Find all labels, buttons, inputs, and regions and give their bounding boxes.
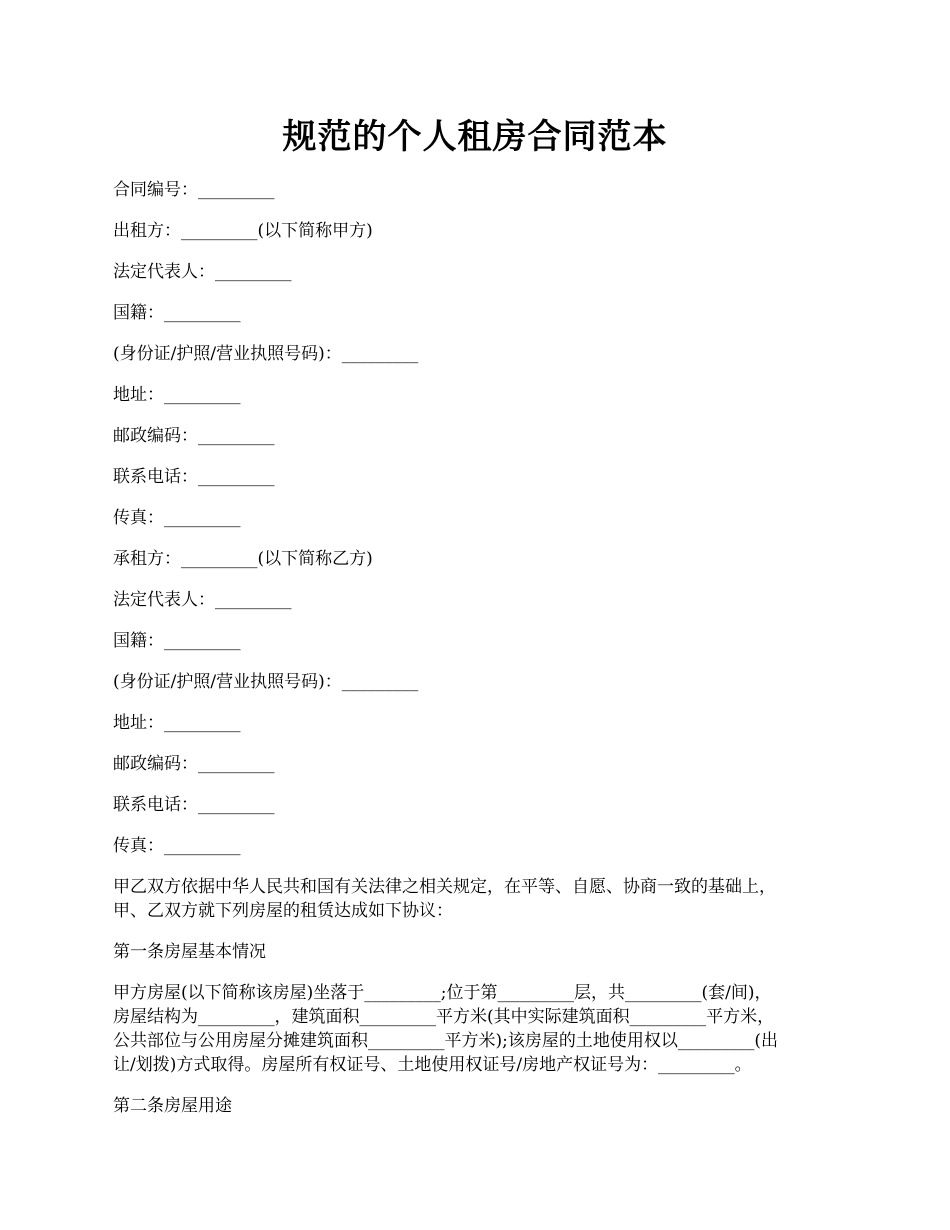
field-lessor-phone: 联系电话：_________ <box>113 467 275 487</box>
article-1-line: 房屋结构为_________，建筑面积_________平方米(其中实际建筑面积_________平方米， <box>113 1007 775 1027</box>
article-1-line: 让/划拨)方式取得。房屋所有权证号、土地使用权证号/房地产权证号为：_________。 <box>113 1055 752 1075</box>
field-lessor-fax: 传真：_________ <box>113 508 241 528</box>
preamble-line: 甲、乙双方就下列房屋的租赁达成如下协议： <box>113 901 453 921</box>
field-lessee-nationality: 国籍：_________ <box>113 631 241 651</box>
field-lessee-legal-rep: 法定代表人：_________ <box>113 590 292 610</box>
field-lessor-legal-rep: 法定代表人：_________ <box>113 262 292 282</box>
field-lessor-nationality: 国籍：_________ <box>113 303 241 323</box>
article-1-line: 公共部位与公用房屋分摊建筑面积_________平方米);该房屋的土地使用权以_________(出 <box>113 1031 778 1051</box>
field-lessee-id-number: (身份证/护照/营业执照号码)：_________ <box>113 672 419 692</box>
article-1-heading: 第一条房屋基本情况 <box>113 942 266 962</box>
article-1-line: 甲方房屋(以下简称该房屋)坐落于_________;位于第_________层，共_________(套/间)， <box>113 983 772 1003</box>
field-lessor-address: 地址：_________ <box>113 385 241 405</box>
field-lessee-address: 地址：_________ <box>113 713 241 733</box>
field-contract-number: 合同编号：_________ <box>113 180 275 200</box>
document-body <box>113 178 843 1135</box>
document-title: 规范的个人租房合同范本 <box>282 117 668 157</box>
field-lessor: 出租方：_________(以下简称甲方) <box>113 221 373 241</box>
field-lessor-id-number: (身份证/护照/营业执照号码)：_________ <box>113 344 419 364</box>
preamble-line: 甲乙双方依据中华人民共和国有关法律之相关规定，在平等、自愿、协商一致的基础上， <box>113 877 776 897</box>
field-lessee-postcode: 邮政编码：_________ <box>113 754 275 774</box>
article-1-paragraph <box>113 981 843 1077</box>
field-lessee-fax: 传真：_________ <box>113 836 241 856</box>
field-lessor-postcode: 邮政编码：_________ <box>113 426 275 446</box>
preamble-paragraph <box>113 875 843 923</box>
field-lessee-phone: 联系电话：_________ <box>113 795 275 815</box>
field-lessee: 承租方：_________(以下简称乙方) <box>113 549 373 569</box>
article-2-heading: 第二条房屋用途 <box>113 1096 232 1116</box>
